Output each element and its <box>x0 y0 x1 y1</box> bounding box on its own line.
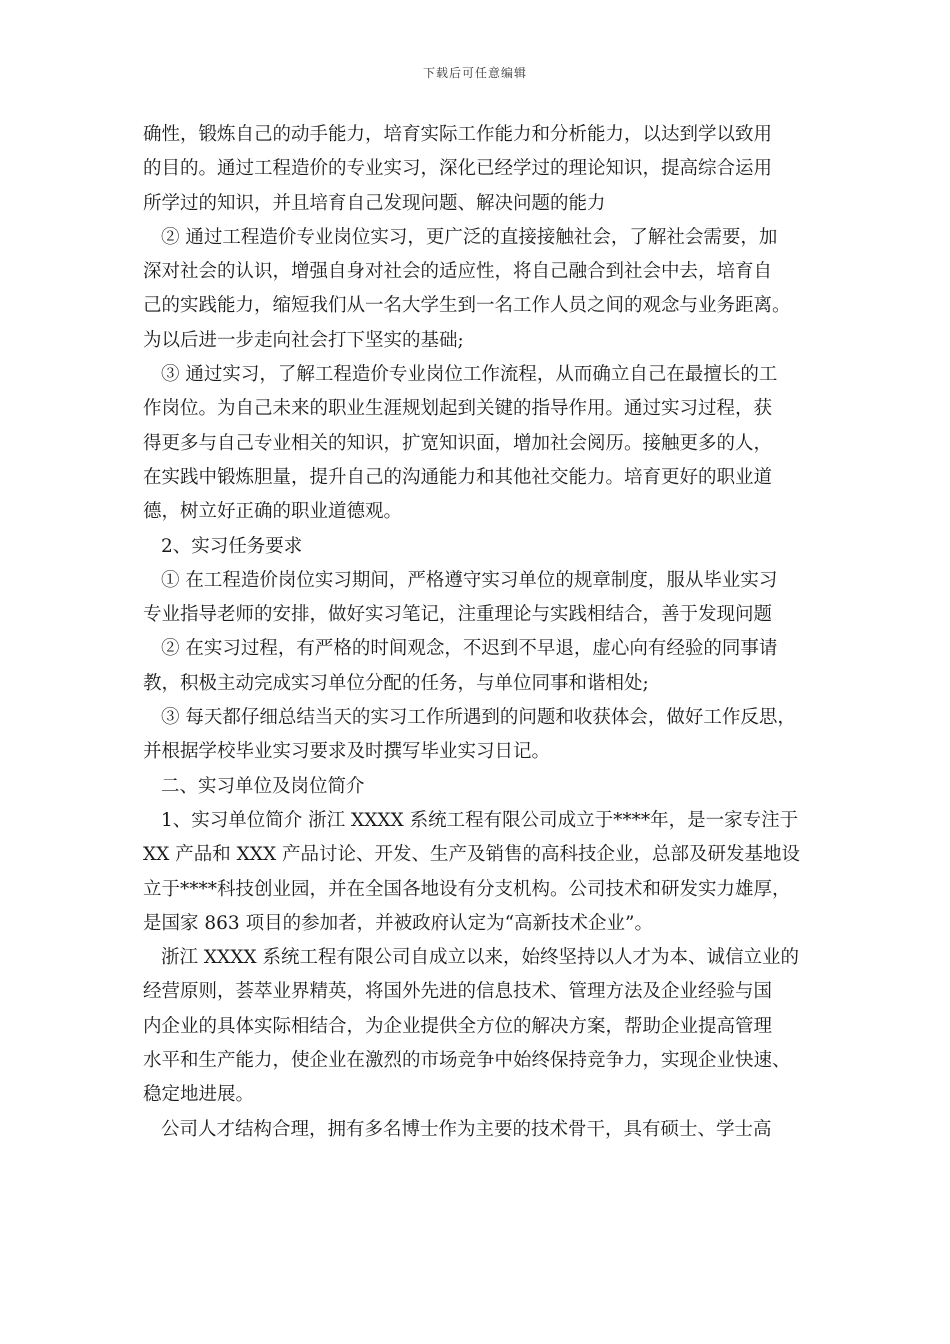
text-line: ① 在工程造价岗位实习期间，严格遵守实习单位的规章制度，服从毕业实习 <box>161 569 778 591</box>
text-line: 确性，锻炼自己的动手能力，培育实际工作能力和分析能力，以达到学以致用 <box>143 124 773 145</box>
text-line: 己的实践能力，缩短我们从一名大学生到一名工作人员之间的观念与业务距离。 <box>143 295 791 317</box>
text-line: 在实践中锻炼胆量，提升自己的沟通能力和其他社交能力。培育更好的职业道 <box>143 466 773 488</box>
text-line: 水平和生产能力，使企业在激烈的市场竞争中始终保持竞争力，实现企业快速、 <box>143 1050 791 1072</box>
text-line: 得更多与自己专业相关的知识，扩宽知识面，增加社会阅历。接触更多的人， <box>143 432 773 454</box>
text-line: 德，树立好正确的职业道德观。 <box>143 501 403 523</box>
text-line: 专业指导老师的安排，做好实习笔记，注重理论与实践相结合，善于发现问题 <box>143 604 773 626</box>
text-line: 稳定地进展。 <box>143 1084 255 1106</box>
text-line: 2、实习任务要求 <box>161 535 303 557</box>
text-line: ③ 每天都仔细总结当天的实习工作所遇到的问题和收获体会，做好工作反思， <box>161 707 796 729</box>
document-body <box>143 118 808 1147</box>
text-line: 经营原则，荟萃业界精英，将国外先进的信息技术、管理方法及企业经验与国 <box>143 981 773 1003</box>
page-header: 下载后可任意编辑 <box>422 66 527 80</box>
text-line: 立于****科技创业园，并在全国各地设有分支机构。公司技术和研发实力雄厚， <box>143 878 791 900</box>
text-line: 1、实习单位简介 浙江 XXXX 系统工程有限公司成立于****年，是一家专注于 <box>161 809 799 831</box>
text-line: ② 通过工程造价专业岗位实习，更广泛的直接接触社会，了解社会需要，加 <box>161 226 778 248</box>
text-line: 并根据学校毕业实习要求及时撰写毕业实习日记。 <box>143 741 551 763</box>
text-line: 浙江 XXXX 系统工程有限公司自成立以来，始终坚持以人才为本、诚信立业的 <box>161 947 799 969</box>
text-line: 的目的。通过工程造价的专业实习，深化已经学过的理论知识，提高综合运用 <box>143 158 773 180</box>
text-line: XX 产品和 XXX 产品讨论、开发、生产及销售的高科技企业，总部及研发基地设 <box>143 844 800 866</box>
text-line: 公司人才结构合理，拥有多名博士作为主要的技术骨干，具有硕士、学士高 <box>161 1118 772 1140</box>
text-line: 深对社会的认识，增强自身对社会的适应性，将自己融合到社会中去，培育自 <box>143 261 773 283</box>
text-line: 所学过的知识，并且培育自己发现问题、解决问题的能力 <box>143 192 606 214</box>
text-line: ③ 通过实习，了解工程造价专业岗位工作流程，从而确立自己在最擅长的工 <box>161 364 778 386</box>
text-line: 内企业的具体实际相结合，为企业提供全方位的解决方案，帮助企业提高管理 <box>143 1015 773 1037</box>
text-line: 为以后进一步走向社会打下坚实的基础; <box>143 329 464 351</box>
text-line: ② 在实习过程，有严格的时间观念，不迟到不早退，虚心向有经验的同事请 <box>161 638 778 660</box>
text-line: 教，积极主动完成实习单位分配的任务，与单位同事和谐相处; <box>143 672 649 694</box>
text-line: 作岗位。为自己未来的职业生涯规划起到关键的指导作用。通过实习过程，获 <box>143 398 773 420</box>
text-line: 是国家 863 项目的参加者，并被政府认定为“高新技术企业”。 <box>143 912 653 934</box>
text-line: 二、实习单位及岗位简介 <box>161 775 365 797</box>
